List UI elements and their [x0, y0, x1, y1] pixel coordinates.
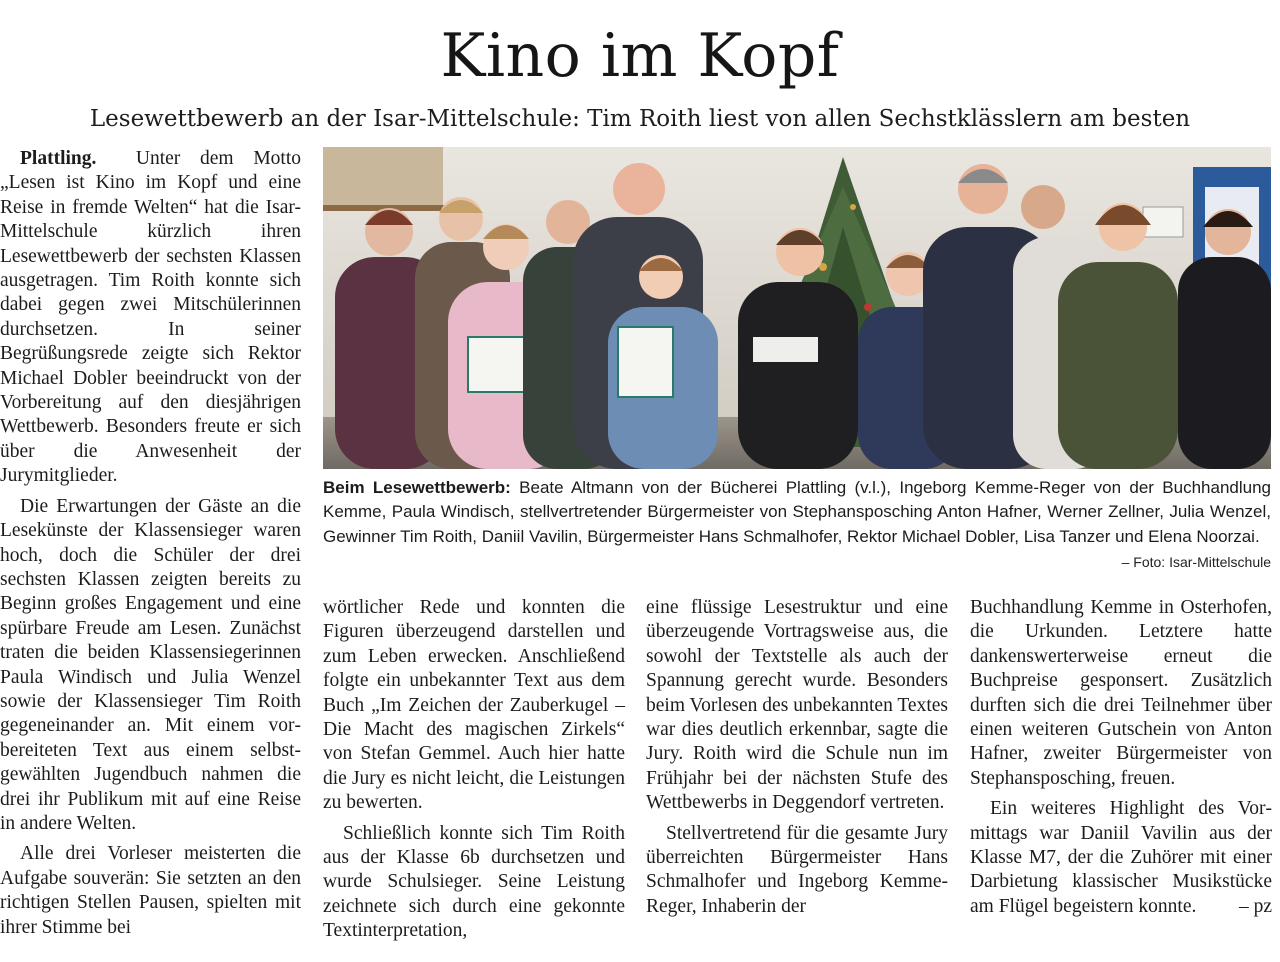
author-signature: – pz [1238, 895, 1272, 917]
article-paragraph: Die Erwartungen der Gäste an die Lesekünste der Klassensieger waren hoch, doch die Schüler der drei sechsten Klassen zeigten bereits zu Beginn großes Engagement und eine spürbare Freude am Lesen. Zunächst traten die beiden Klassensiegerinnen Paula Windisch und Julia Wenzel sowie der Klassensieger Tim Roith gegeneinander an. Mit einem vorbereiteten Text aus einem selbstgewählten Jugendbuch nahmen die drei ihr Publikum mit auf eine Reise in andere Welten. [0, 495, 301, 834]
article-paragraph: wörtlicher Rede und konnten die Figuren überzeugend darstellen und zum Leben erwecken. Anschließend folgte ein unbekannter Text aus dem Buch „Im Zeichen der Zauberkugel – Die Macht des magischen Zirkels“ von Stefan Gemmel. Auch hier hatte die Jury es nicht leicht, die Leistungen zu bewerten. [323, 597, 625, 814]
group-photo-image [323, 147, 1271, 469]
caption-lead: Beim Lesewettbewerb: [323, 478, 511, 497]
article-paragraph: Stellvertretend für die gesamte Jury überreichten Bürgermeister Hans Schmalhofer und Ingeborg Kemme-Reger, Inhaberin der [646, 822, 948, 917]
article-column-4 [970, 596, 1272, 919]
headline: Kino im Kopf [440, 21, 840, 91]
article-column-2 [323, 596, 625, 944]
article-paragraph: Buchhandlung Kemme in Osterhofen, die Urkunden. Letztere hatte dankenswerterweise erneut die Buchpreise gesponsert. Zusätzlich durften sich die drei Teilnehmer über einen weiteren Gutschein von Anton Hafner, zweiter Bürgermeister von Stephansposching, freuen. [970, 597, 1272, 789]
photo-caption [323, 476, 1271, 549]
caption-text: Beate Altmann von der Bücherei Plattling (v.l.), Ingeborg Kemme-Reger von der Buchhandlung Kemme, Paula Windisch, stellvertretender Bürgermeister von Stephansposching Anton Hafner, Werner Zellner, Julia Wenzel, Gewinner Tim Roith, Daniil Vavilin, Bürgermeister Hans Schmalhofer, Rektor Michael Dobler, Lisa Tanzer und Elena Noorzai. [323, 478, 1271, 546]
photo-credit: – Foto: Isar-Mittelschule [1121, 554, 1271, 570]
article-paragraph [970, 797, 1272, 919]
article-paragraph: Alle drei Vorleser meisterten die Aufgabe souverän: Sie setzten an den richtigen Stellen Pausen, spielten mit ihrer Stimme bei [0, 843, 301, 938]
article-paragraph [0, 147, 301, 489]
dateline: Plattling. [20, 148, 97, 169]
article-paragraph: Schließlich konnte sich Tim Roith aus der Klasse 6b durchsetzen und wurde Schulsieger. Seine Leistung zeichnete sich durch eine gekonnte Textinterpretation, [323, 822, 625, 942]
group-photo [323, 147, 1271, 469]
paragraph-text: Unter dem Motto „Lesen ist Kino im Kopf und eine Reise in fremde Welten“ hat die Isar-Mittelschule kürzlich ihren Lesewettbewerb der sechsten Klassen ausgetragen. Tim Roith konnte sich dabei gegen zwei Mitschülerinnen durchsetzen. In seiner Begrüßungsrede zeigte sich Rektor Michael Dobler beeindruckt von der Vorbereitung auf den diesjährigen Wettbewerb. Besonders freute er sich über die Anwesenheit der Jurymitglieder. [0, 148, 301, 487]
paragraph-text: Ein weiteres Highlight des Vormittags war Daniil Vavilin aus der Klasse M7, der die Zuhörer mit einer Darbietung klassischer Musikstücke am Flügel begeistern konnte. [970, 798, 1272, 917]
article-column-3 [646, 596, 948, 919]
subheadline: Lesewettbewerb an der Isar-Mittelschule: Tim Roith liest von allen Sechstklässlern am besten [89, 106, 1191, 132]
article-paragraph: eine flüssige Lesestruktur und eine überzeugende Vortragsweise aus, die sowohl der Textstelle als auch der Spannung gerecht wurde. Besonders beim Vorlesen des unbekannten Textes war dies deutlich erkennbar, sagte die Jury. Roith wird die Schule nun im Frühjahr bei der nächsten Stufe des Wettbewerbs in Deggendorf vertreten. [646, 597, 948, 814]
article-column-1 [0, 147, 301, 940]
